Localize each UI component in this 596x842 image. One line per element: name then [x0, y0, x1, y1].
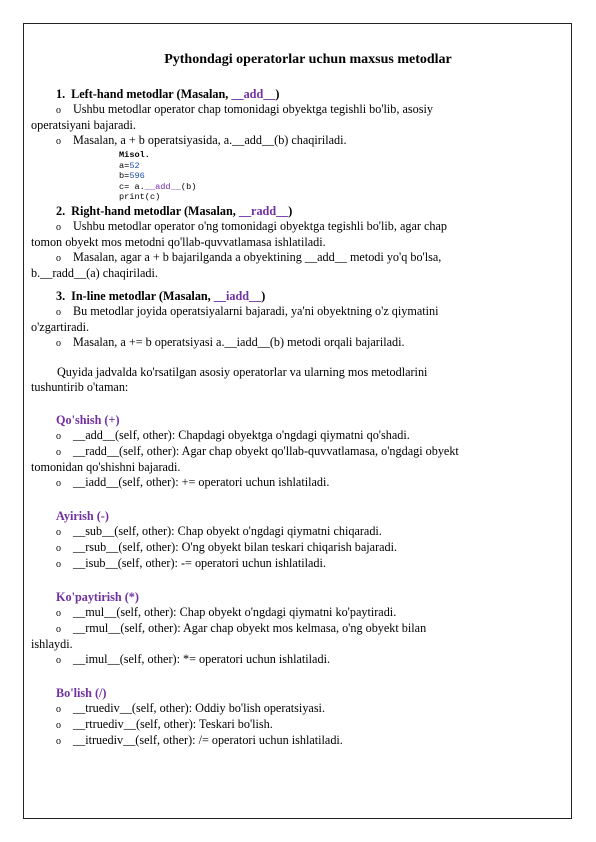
list-item: o Masalan, a + b operatsiyasida, a.__add__(b) chaqiriladi. [56, 133, 347, 147]
heading-subtraction: Ayirish (-) [56, 508, 109, 523]
bullet-icon: o [56, 221, 61, 233]
bullet-icon: o [56, 337, 61, 349]
document-body [31, 52, 551, 749]
list-item: o __mul__(self, other): Chap obyekt o'ngdagi qiymatni ko'paytiradi. [56, 604, 397, 619]
code-label: Misol. [119, 150, 150, 160]
bullet-icon: o [56, 306, 61, 318]
list-item-continuation: tomonidan qo'shishni bajaradi. [31, 459, 181, 474]
bullet-icon: o [56, 735, 61, 747]
list-item: o Masalan, agar a + b bajarilganda a obyektining __add__ metodi yo'q bo'lsa, [56, 249, 442, 264]
intro-paragraph-continuation: tushuntirib o'taman: [31, 379, 129, 394]
bullet-icon: o [56, 607, 61, 619]
list-item: o __radd__(self, other): Agar chap obyekt qo'llab-quvvatlamasa, o'ngdagi obyekt [56, 443, 459, 458]
code-line: print(c) [119, 192, 161, 202]
heading-left-hand: 1. Left-hand metodlar (Masalan, __add__) [56, 87, 280, 101]
list-item-continuation: tomon obyekt mos metodni qo'llab-quvvatlamasa ishlatiladi. [31, 234, 326, 249]
bullet-icon: o [56, 703, 61, 715]
list-item-continuation: ishlaydi. [31, 636, 73, 651]
list-item: o __add__(self, other): Chapdagi obyektga o'ngdagi qiymatni qo'shadi. [56, 427, 410, 442]
list-item: o __imul__(self, other): *= operatori uchun ishlatiladi. [56, 651, 330, 666]
heading-addition: Qo'shish (+) [56, 412, 120, 427]
bullet-icon: o [56, 252, 61, 264]
list-item: o __iadd__(self, other): += operatori uchun ishlatiladi. [56, 474, 330, 489]
list-item: o __rtruediv__(self, other): Teskari bo'lish. [56, 716, 273, 731]
list-item-continuation: b.__radd__(a) chaqiriladi. [31, 265, 158, 280]
bullet-icon: o [56, 477, 61, 489]
heading-division: Bo'lish (/) [56, 685, 107, 700]
list-item-continuation: o'zgartiradi. [31, 319, 90, 334]
list-item: o __itruediv__(self, other): /= operatori uchun ishlatiladi. [56, 732, 343, 747]
bullet-icon: o [56, 542, 61, 554]
bullet-icon: o [56, 719, 61, 731]
list-item: o __rmul__(self, other): Agar chap obyekt mos kelmasa, o'ng obyekt bilan [56, 620, 427, 635]
bullet-icon: o [56, 136, 61, 147]
list-item: o Ushbu metodlar operator o'ng tomonidagi obyektga tegishli bo'lib, agar chap [56, 218, 447, 233]
list-item: o __sub__(self, other): Chap obyekt o'ngdagi qiymatni chiqaradi. [56, 523, 382, 538]
heading-in-line: 3. In-line metodlar (Masalan, __iadd__) [56, 288, 266, 303]
code-example [119, 150, 551, 203]
list-item: o __rsub__(self, other): O'ng obyekt bilan teskari chiqarish bajaradi. [56, 539, 398, 554]
list-item-continuation: operatsiyani bajaradi. [31, 118, 136, 132]
bullet-icon: o [56, 623, 61, 635]
bullet-icon: o [56, 654, 61, 666]
bullet-icon: o [56, 430, 61, 442]
bullet-icon: o [56, 558, 61, 570]
code-line: b=596 [119, 171, 145, 181]
list-item: o __isub__(self, other): -= operatori uchun ishlatiladi. [56, 555, 326, 570]
bullet-icon: o [56, 446, 61, 458]
heading-multiplication: Ko'paytirish (*) [56, 589, 139, 604]
list-item: o Bu metodlar joyida operatsiyalarni bajaradi, ya'ni obyektning o'z qiymatini [56, 303, 439, 318]
heading-right-hand: 2. Right-hand metodlar (Masalan, __radd__) [56, 203, 293, 218]
bullet-icon: o [56, 105, 61, 116]
list-item: o Masalan, a += b operatsiyasi a.__iadd__(b) metodi orqali bajariladi. [56, 334, 405, 349]
bullet-icon: o [56, 526, 61, 538]
code-line: a=52 [119, 160, 140, 171]
code-line: c= a.__add__(b) [119, 181, 197, 192]
list-item: o __truediv__(self, other): Oddiy bo'lish operatsiyasi. [56, 700, 325, 715]
intro-paragraph: Quyida jadvalda ko'rsatilgan asosiy operatorlar va ularning mos metodlarini [57, 364, 428, 379]
page-title: Pythondagi operatorlar uchun maxsus metodlar [164, 52, 452, 67]
list-item: o Ushbu metodlar operator chap tomonidagi obyektga tegishli bo'lib, asosiy [56, 102, 433, 116]
